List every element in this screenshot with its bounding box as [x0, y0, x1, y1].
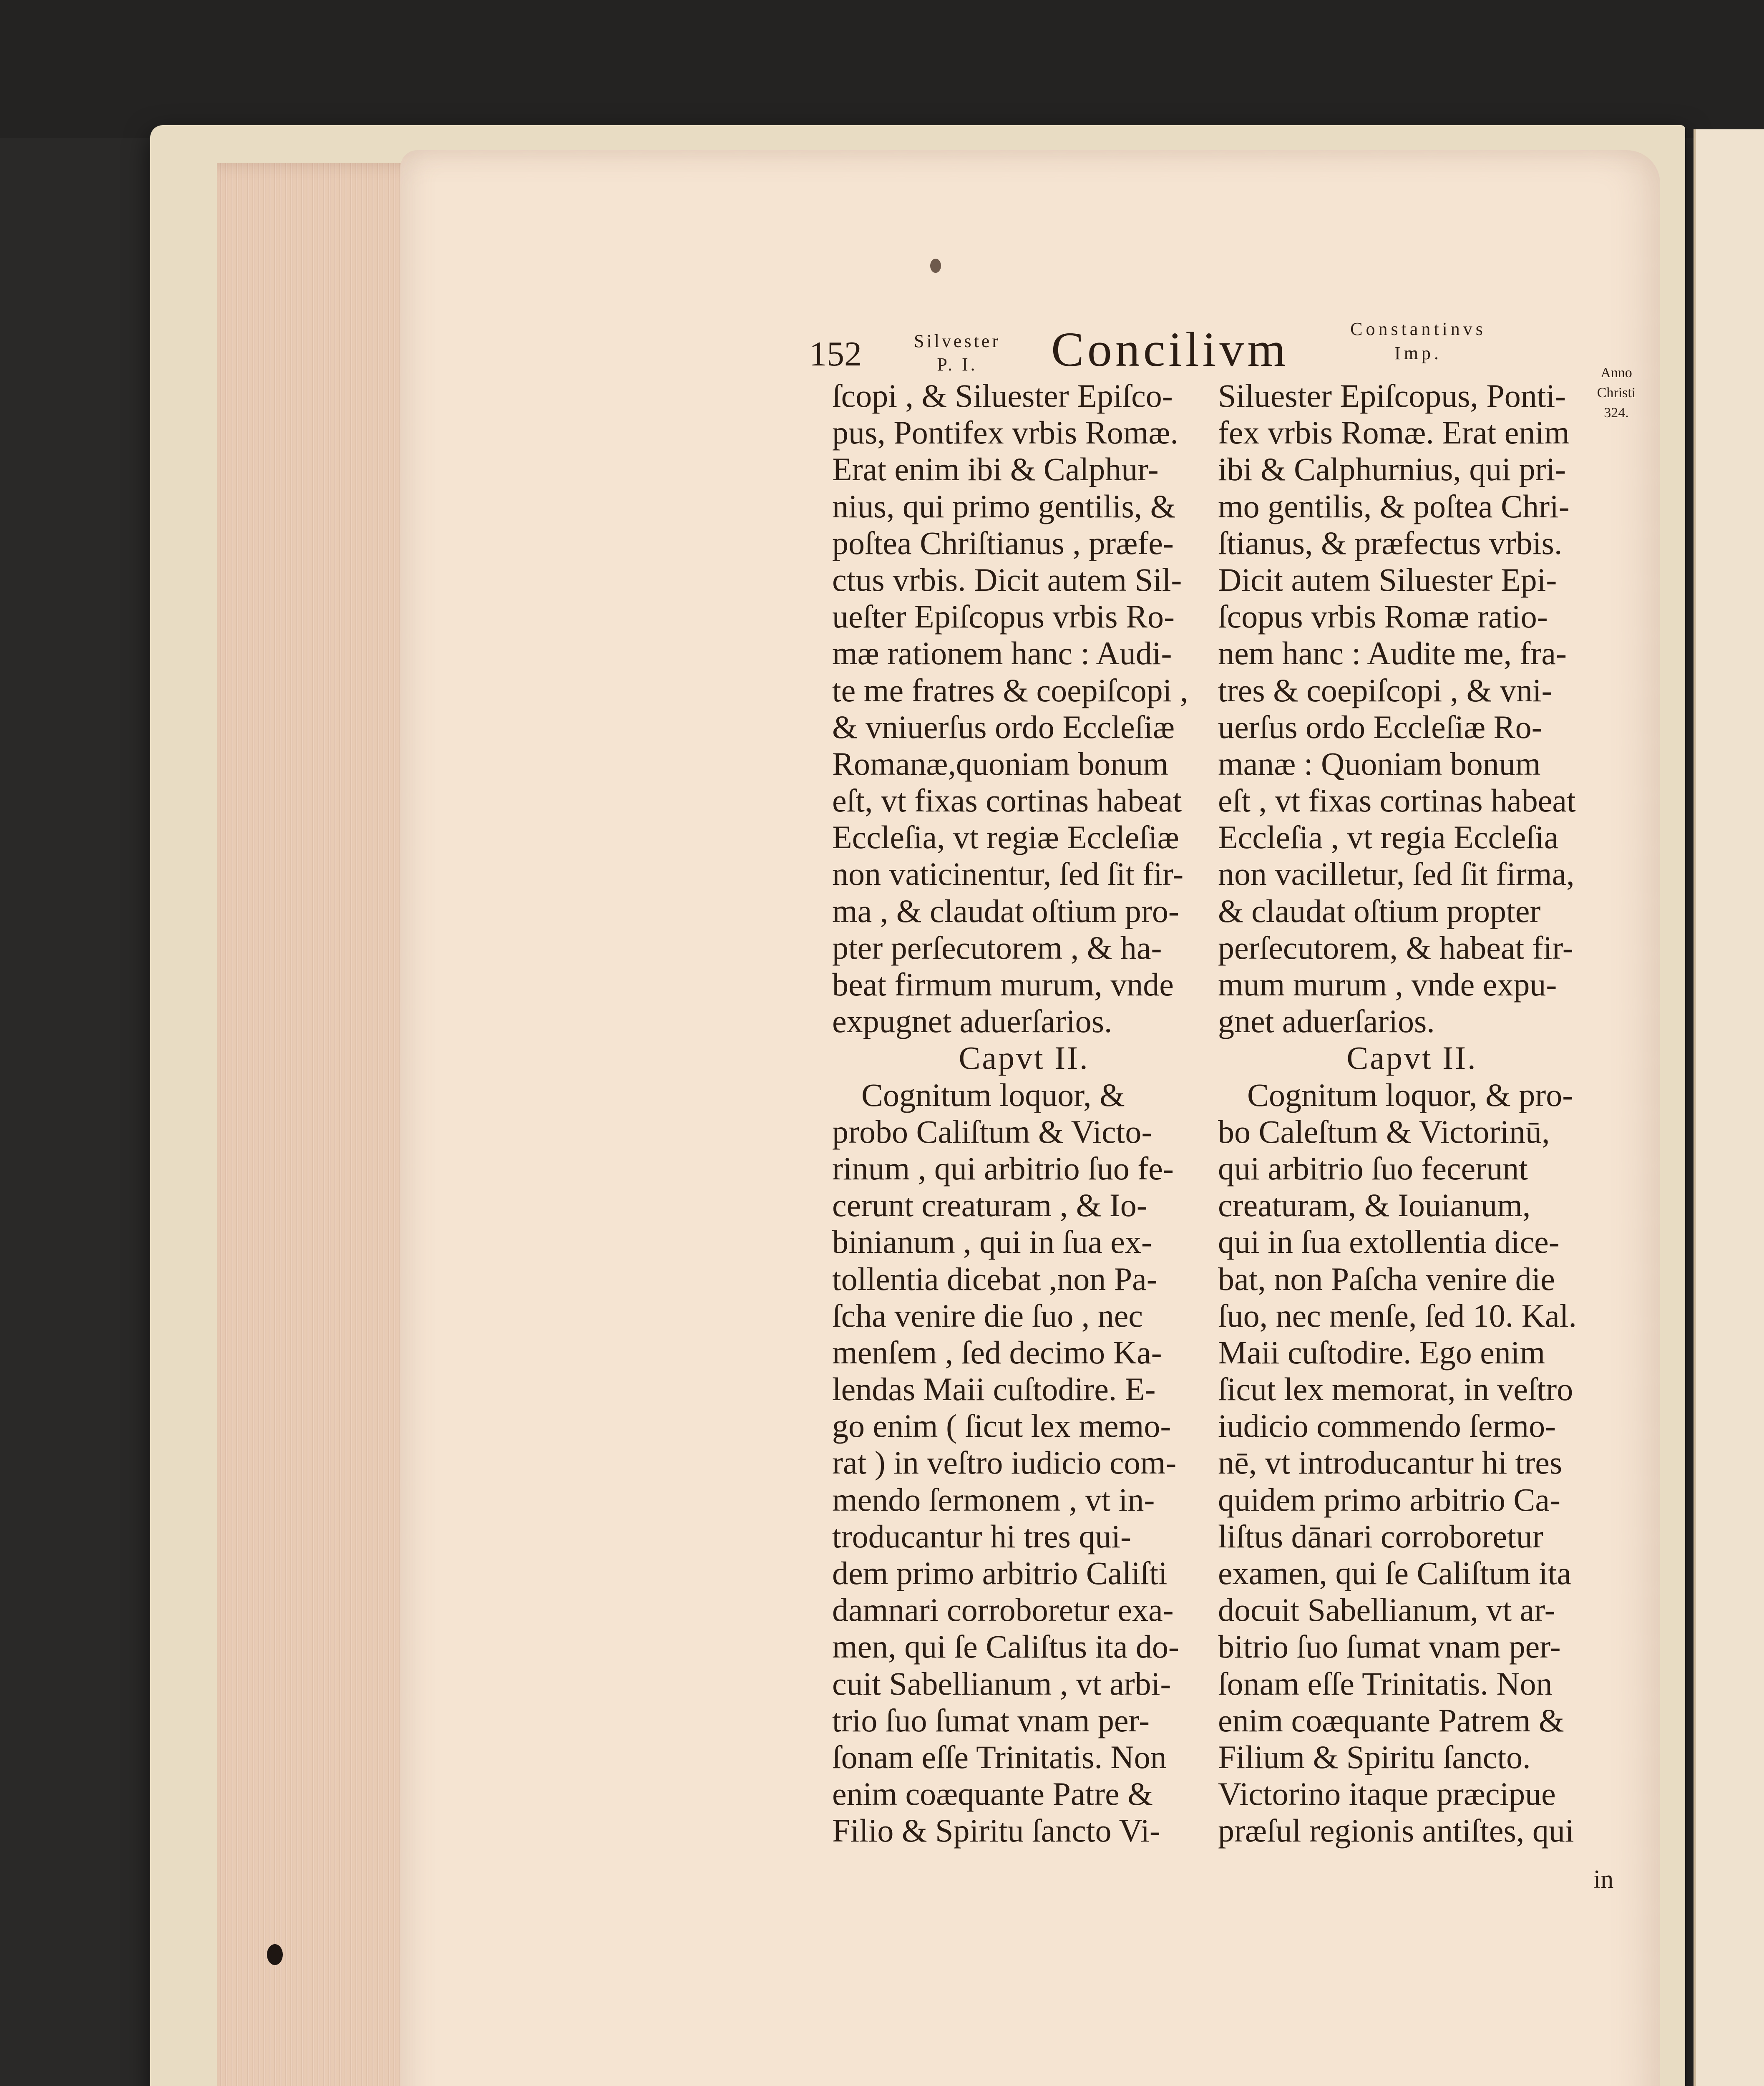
margin-note-line: Anno: [1600, 365, 1632, 380]
running-head-right-line-1: Constantinvs: [1350, 319, 1486, 339]
text-line-left: mæ rationem hanc : Audi-: [832, 635, 1172, 672]
text-line-left: menſem , ſed decimo Ka-: [832, 1334, 1162, 1371]
text-line-right: non vacilletur, ſed ſit firma,: [1218, 856, 1575, 892]
chapter-heading-left: Capvt II.: [959, 1040, 1090, 1076]
text-line-left: non vaticinentur, ſed ſit fir-: [832, 856, 1184, 892]
text-line-left: pter perſecutorem , & ha-: [832, 929, 1162, 966]
text-line-right: gnet aduerſarios.: [1218, 1003, 1435, 1040]
text-line-right: ſcopus vrbis Romæ ratio-: [1218, 598, 1548, 635]
text-line-right: ibi & Calphurnius, qui pri-: [1218, 451, 1566, 488]
text-line-right: creaturam, & Iouianum,: [1218, 1187, 1531, 1224]
text-line-left: nius, qui primo gentilis, &: [832, 488, 1176, 524]
text-line-left: Eccleſia, vt regiæ Eccleſiæ: [832, 819, 1179, 856]
text-line-right: ſonam eſſe Trinitatis. Non: [1218, 1665, 1553, 1702]
text-line-right: Siluester Epiſcopus, Ponti-: [1218, 378, 1566, 414]
text-line-right: manæ : Quoniam bonum: [1218, 745, 1541, 782]
text-line-right: bitrio ſuo ſumat vnam per-: [1218, 1628, 1561, 1665]
text-line-left: mendo ſermonem , vt in-: [832, 1481, 1155, 1518]
text-line-right: nē, vt introducantur hi tres: [1218, 1444, 1563, 1481]
text-line-right: mum murum , vnde expu-: [1218, 966, 1557, 1003]
text-line-left: eſt, vt fixas cortinas habeat: [832, 782, 1182, 819]
text-line-right: Maii cuſtodire. Ego enim: [1218, 1334, 1545, 1371]
text-line-right: liſtus dānari corroboretur: [1218, 1518, 1543, 1554]
text-line-right: qui in ſua extollentia dice-: [1218, 1224, 1560, 1260]
text-line-right: ſtianus, & præfectus vrbis.: [1218, 524, 1563, 561]
text-line-left: ueſter Epiſcopus vrbis Ro-: [832, 598, 1175, 635]
text-column-right: [1218, 378, 1606, 1849]
text-line-left: beat firmum murum, vnde: [832, 966, 1174, 1003]
chapter-heading-right: Capvt II.: [1346, 1040, 1477, 1076]
text-line-left: Romanæ,quoniam bonum: [832, 745, 1168, 782]
text-line-left: poſtea Chriſtianus , præfe-: [832, 524, 1174, 561]
text-line-right: præſul regionis antiſtes, qui: [1218, 1812, 1574, 1849]
text-line-right: iudicio commendo ſermo-: [1218, 1408, 1556, 1444]
text-line-left: go enim ( ſicut lex memo-: [832, 1408, 1171, 1444]
running-title: Concilivm: [1051, 322, 1289, 377]
text-line-left: te me fratres & coepiſcopi ,: [832, 672, 1188, 708]
text-line-right: eſt , vt fixas cortinas habeat: [1218, 782, 1576, 819]
text-line-left: ſonam eſſe Trinitatis. Non: [832, 1738, 1167, 1775]
text-line-right: examen, qui ſe Caliſtum ita: [1218, 1555, 1571, 1591]
text-line-right: Eccleſia , vt regia Eccleſia: [1218, 819, 1559, 856]
running-head-left-line-1: Silvester: [914, 331, 1001, 351]
facing-page-edge: [1694, 129, 1764, 2086]
text-line-right: bo Caleſtum & Victorinū,: [1218, 1113, 1550, 1150]
text-line-left: probo Caliſtum & Victo-: [832, 1113, 1153, 1150]
text-line-left: rat ) in veſtro iudicio com-: [832, 1444, 1177, 1481]
text-line-left: expugnet aduerſarios.: [832, 1003, 1112, 1040]
text-line-left: cerunt creaturam , & Io-: [832, 1187, 1147, 1224]
text-line-right: mo gentilis, & poſtea Chri-: [1218, 488, 1570, 524]
text-line-left: ſcha venire die ſuo , nec: [832, 1297, 1143, 1334]
text-line-right: qui arbitrio ſuo fecerunt: [1218, 1150, 1528, 1187]
text-line-right: bat, non Paſcha venire die: [1218, 1260, 1555, 1297]
page-number: 152: [809, 335, 862, 373]
text-line-left: & vniuerſus ordo Eccleſiæ: [832, 708, 1175, 745]
text-line-left: ſcopi , & Siluester Epiſco-: [832, 378, 1173, 414]
text-line-right: & claudat oſtium propter: [1218, 892, 1541, 929]
ink-blot: [267, 1944, 283, 1965]
text-line-left: pus, Pontifex vrbis Romæ.: [832, 414, 1178, 451]
text-line-right: fex vrbis Romæ. Erat enim: [1218, 414, 1570, 451]
text-line-right: perſecutorem, & habeat fir-: [1218, 929, 1573, 966]
text-line-left: tollentia dicebat ,non Pa-: [832, 1260, 1158, 1297]
text-line-left: men, qui ſe Caliſtus ita do-: [832, 1628, 1179, 1665]
text-line-right: Victorino itaque præcipue: [1218, 1776, 1556, 1812]
text-line-left: trio ſuo ſumat vnam per-: [832, 1702, 1150, 1738]
text-line-left: rinum , qui arbitrio ſuo fe-: [832, 1150, 1174, 1187]
text-line-right: Cognitum loquor, & pro-: [1247, 1076, 1573, 1113]
text-line-right: tres & coepiſcopi , & vni-: [1218, 672, 1553, 708]
running-head-right-line-2: Imp.: [1394, 343, 1442, 363]
text-line-left: cuit Sabellianum , vt arbi-: [832, 1665, 1171, 1702]
text-line-right: Filium & Spiritu ſancto.: [1218, 1738, 1531, 1775]
text-line-right: quidem primo arbitrio Ca-: [1218, 1481, 1560, 1518]
running-head-right: [1293, 317, 1543, 365]
text-line-left: Filio & Spiritu ſancto Vi-: [832, 1812, 1160, 1849]
text-line-left: dem primo arbitrio Caliſti: [832, 1555, 1168, 1591]
text-line-right: docuit Sabellianum, vt ar-: [1218, 1592, 1555, 1628]
catchword: in: [1593, 1865, 1614, 1894]
text-line-left: damnari corroboretur exa-: [832, 1592, 1174, 1628]
running-head-left-line-2: P. I.: [937, 354, 978, 375]
running-head-left: [888, 330, 1026, 376]
text-line-left: Erat enim ibi & Calphur-: [832, 451, 1159, 488]
text-line-left: Cognitum loquor, &: [861, 1076, 1125, 1113]
text-line-right: ſuo, nec menſe, ſed 10. Kal.: [1218, 1297, 1577, 1334]
text-line-left: enim coæquante Patre &: [832, 1776, 1153, 1812]
text-line-right: nem hanc : Audite me, fra-: [1218, 635, 1567, 672]
page-stack-edge: [217, 163, 425, 2086]
ink-mark: [930, 259, 941, 273]
text-line-left: ctus vrbis. Dicit autem Sil-: [832, 561, 1182, 598]
scanner-backdrop: [0, 0, 1764, 138]
text-line-left: binianum , qui in ſua ex-: [832, 1224, 1152, 1260]
text-line-right: ſicut lex memorat, in veſtro: [1218, 1371, 1573, 1408]
margin-note-line: 324.: [1604, 405, 1629, 421]
text-line-left: troducantur hi tres qui-: [832, 1518, 1131, 1554]
margin-note-line: Christi: [1597, 385, 1636, 401]
text-line-left: lendas Maii cuſtodire. E-: [832, 1371, 1156, 1408]
text-line-left: ma , & claudat oſtium pro-: [832, 892, 1179, 929]
text-line-right: enim coæquante Patrem &: [1218, 1702, 1564, 1738]
text-line-right: uerſus ordo Eccleſiæ Ro-: [1218, 708, 1543, 745]
text-column-left: [832, 378, 1216, 1849]
text-line-right: Dicit autem Siluester Epi-: [1218, 561, 1557, 598]
